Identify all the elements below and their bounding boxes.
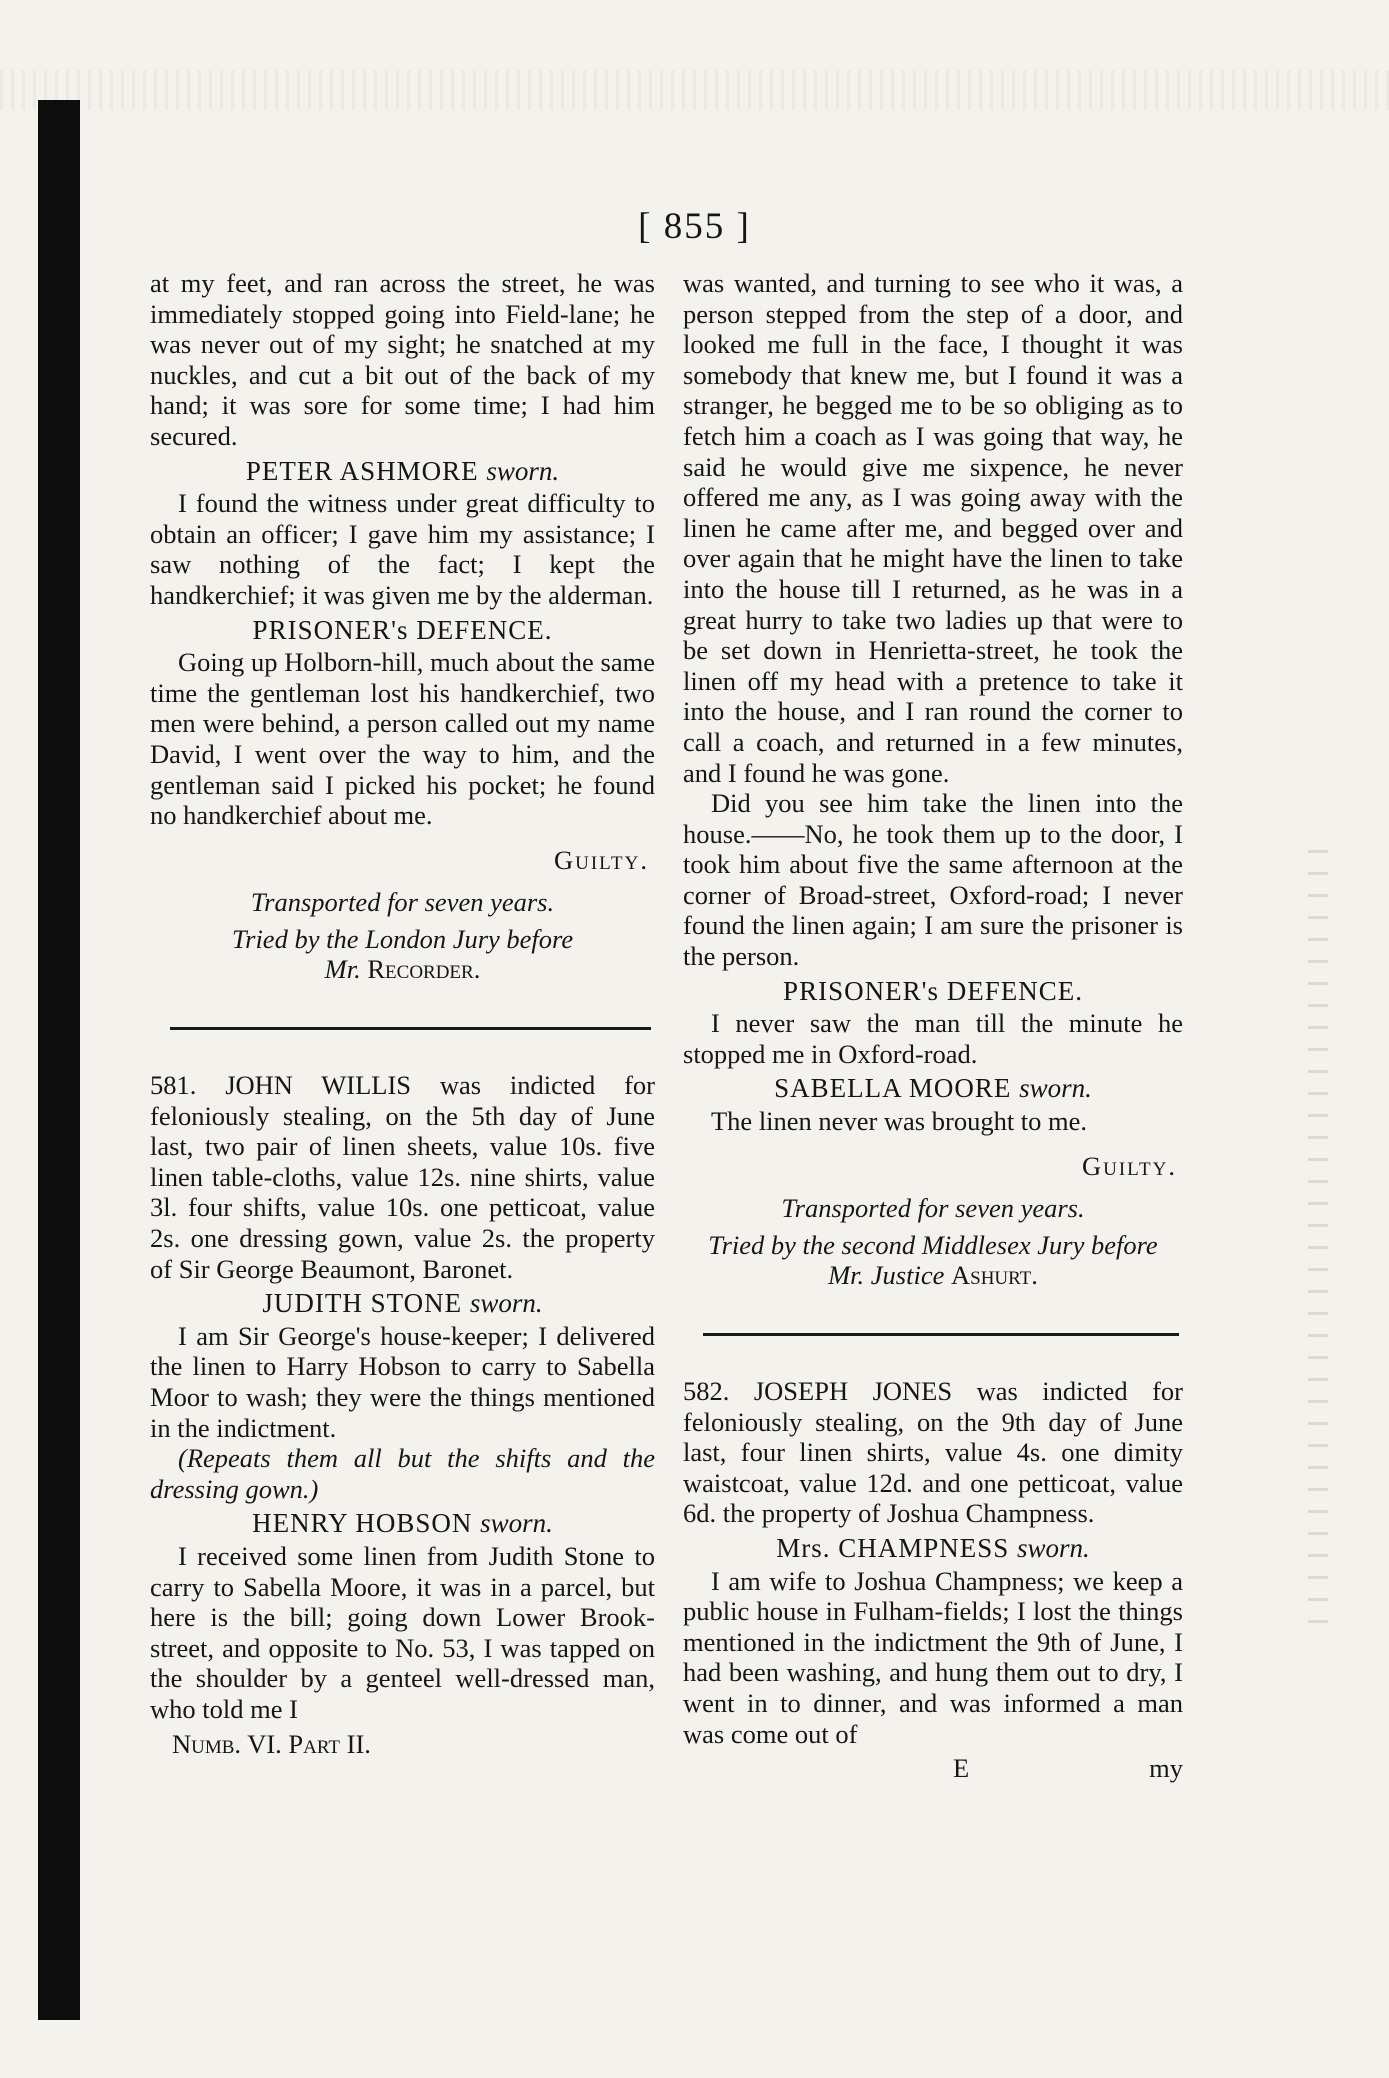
witness-heading <box>150 1288 655 1319</box>
judge-name: Recorder. <box>367 954 481 985</box>
right-column <box>683 268 1183 1783</box>
verdict: Guilty. <box>554 844 649 875</box>
catchword: my <box>1149 1753 1183 1784</box>
paragraph: I never saw the man till the minute he stopped me in Oxford-road. <box>683 1008 1183 1069</box>
paragraph: 582. JOSEPH JONES was indicted for feloniously stealing, on the 9th day of June last, four linen shirts, value 4s. one dimity waistcoat, value 12d. and one petticoat, value 6d. the property of Joshua Champness. <box>683 1376 1183 1529</box>
judge-line <box>683 1260 1183 1291</box>
witness-heading <box>683 1073 1183 1104</box>
sworn-label: sworn. <box>1017 1532 1090 1563</box>
sworn-label: sworn. <box>469 1288 543 1319</box>
sentence-text: Transported for seven years. <box>781 1193 1085 1224</box>
witness-heading <box>683 976 1183 1007</box>
paragraph: I received some linen from Judith Stone to carry to Sabella Moore, it was in a parcel, but here is the bill; going down Lower Brook-street, and opposite to No. 53, I was tapped on the shoulder by a genteel well-dressed man, who told me I <box>150 1540 655 1724</box>
section-rule <box>170 1027 651 1030</box>
book-spine-shadow <box>38 100 80 2020</box>
sworn-label: sworn. <box>1019 1073 1092 1104</box>
witness-name: PRISONER's DEFENCE. <box>783 975 1083 1006</box>
sentence-text: Tried by the second Middlesex Jury before <box>708 1229 1158 1260</box>
footer-right <box>683 1753 1183 1783</box>
sworn-label: sworn. <box>480 1508 553 1539</box>
paragraph: 581. JOHN WILLIS was indicted for feloniously stealing, on the 5th day of June last, two pair of linen sheets, value 10s. five linen table-cloths, value 12s. nine shirts, value 3l. four shifts, value 10s. one petticoat, value 2s. one dressing gown, value 2s. the property of Sir George Beaumont, Baronet. <box>150 1070 655 1284</box>
sworn-label: sworn. <box>486 455 560 486</box>
paragraph: Did you see him take the linen into the house.——No, he took them up to the door, I took him about five the same afternoon at the corner of Broad-street, Oxford-road; I never found the linen again; I am sure the prisoner is the person. <box>683 788 1183 972</box>
page-number: [ 855 ] <box>638 206 751 247</box>
witness-name: Mrs. CHAMPNESS <box>776 1532 1010 1563</box>
judge-line <box>150 954 655 985</box>
sentence-line <box>150 887 655 918</box>
witness-name: PRISONER's DEFENCE. <box>252 614 553 645</box>
judge-name: Ashurt. <box>950 1260 1038 1291</box>
verdict: Guilty. <box>1082 1150 1177 1181</box>
paragraph: Going up Holborn-hill, much about the same time the gentleman lost his handkerchief, two men were behind, a person called out my name David, I went over the way to him, and the gentleman said I picked his pocket; he found no handkerchief about me. <box>150 647 655 831</box>
witness-heading <box>150 615 655 646</box>
scan-noise-right <box>1308 850 1328 1630</box>
footer-left <box>150 1729 655 1760</box>
part-label: Numb. VI. Part II. <box>172 1728 371 1759</box>
sentence-text: Transported for seven years. <box>250 887 555 918</box>
paragraph: I found the witness under great difficulty to obtain an officer; I gave him my assistance; I saw nothing of the fact; I kept the handkerchief; it was given me by the alderman. <box>150 488 655 610</box>
witness-heading <box>150 456 655 487</box>
left-column <box>150 268 655 1759</box>
witness-heading <box>150 1508 655 1539</box>
witness-name: PETER ASHMORE <box>245 455 479 486</box>
judge-title: Mr. Justice <box>828 1260 945 1291</box>
paragraph: I am wife to Joshua Champness; we keep a public house in Fulham-fields; I lost the things mentioned in the indictment the 9th of June, I had been washing, and hung them out to dry, I went in to dinner, and was informed a man was come out of <box>683 1565 1183 1749</box>
paragraph: at my feet, and ran across the street, he was immediately stopped going into Field-lane; he was never out of my sight; he snatched at my nuckles, and cut a bit out of the back of my hand; it was sore for some time; I had him secured. <box>150 268 655 451</box>
signature-mark: E <box>953 1753 970 1784</box>
stage-note: (Repeats them all but the shifts and the dressing gown.) <box>150 1443 655 1504</box>
paragraph: The linen never was brought to me. <box>711 1106 1088 1137</box>
witness-name: JUDITH STONE <box>262 1288 463 1319</box>
witness-heading <box>683 1533 1183 1564</box>
paragraph: was wanted, and turning to see who it was, a person stepped from the step of a door, and looked me full in the face, I thought it was somebody that knew me, but I found it was a stranger, he begged me to be so obliging as to fetch him a coach as I was going that way, he said he would give me sixpence, he never offered me any, as I was going away with the linen he came after me, and begged over and over again that he might have the linen to take into the house till I returned, as he was in a great hurry to take two ladies up that were to be set down in Henrietta-street, he took the linen off my head with a pretence to take it into the house, and I ran round the corner to call a coach, and returned in a few minutes, and I found he was gone. <box>683 268 1183 788</box>
witness-name: SABELLA MOORE <box>774 1073 1012 1104</box>
sentence-line <box>683 1193 1183 1224</box>
judge-title: Mr. <box>324 954 361 985</box>
section-rule <box>703 1333 1179 1336</box>
scan-noise-top <box>0 70 1389 110</box>
witness-name: HENRY HOBSON <box>252 1508 473 1539</box>
paragraph: I am Sir George's house-keeper; I delivered the linen to Harry Hobson to carry to Sabella Moor to wash; they were the things mentioned in the indictment. <box>150 1320 655 1443</box>
sentence-text: Tried by the London Jury before <box>231 923 574 954</box>
sentence-line <box>683 1230 1183 1291</box>
sentence-line <box>150 924 655 985</box>
